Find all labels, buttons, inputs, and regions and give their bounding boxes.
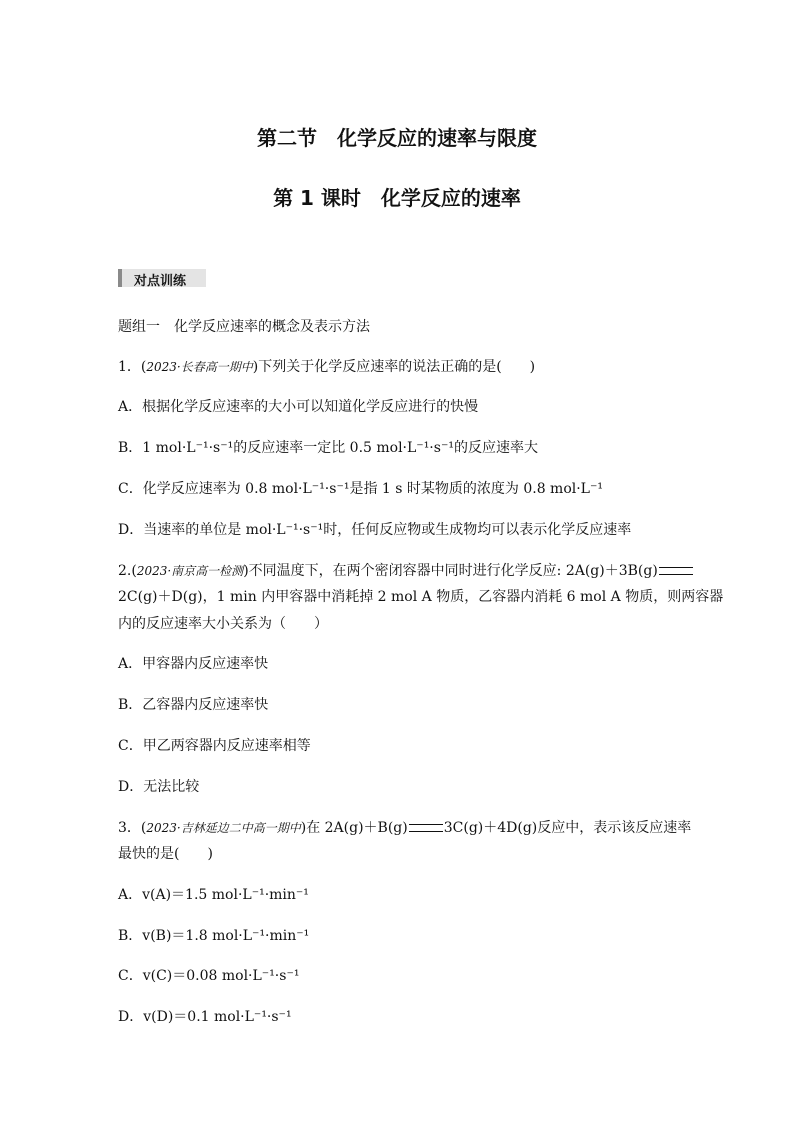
q3-option-a: A．v(A)＝1.5 mol·L⁻¹·min⁻¹ <box>118 887 309 903</box>
q3-option-c: C．v(C)＝0.08 mol·L⁻¹·s⁻¹ <box>118 968 300 984</box>
q2-option-d: D．无法比较 <box>118 779 200 795</box>
question-source: 2023·长春高一期中 <box>146 360 253 374</box>
question-2-line-1: 2.(2023·南京高一检测)不同温度下，在两个密闭容器中同时进行化学反应: 2A(g)＋3B(g) <box>118 562 683 580</box>
q3-option-b: B．v(B)＝1.8 mol·L⁻¹·min⁻¹ <box>118 928 310 944</box>
question-2-line-3: 内的反应速率大小关系为（ ） <box>118 616 328 632</box>
lesson-title: 第 1 课时 化学反应的速率 <box>273 186 521 210</box>
q1-option-d: D．当速率的单位是 mol·L⁻¹·s⁻¹时，任何反应物或生成物均可以表示化学反应速率 <box>118 522 632 538</box>
question-2-line-2: 2C(g)＋D(g)，1 min 内甲容器中消耗掉 2 mol A 物质，乙容器内消耗 6 mol A 物质，则两容器 <box>118 589 724 605</box>
question-3-line-2: 最快的是( ) <box>118 846 213 862</box>
section-title: 第二节 化学反应的速率与限度 <box>257 126 537 150</box>
group-title: 题组一 化学反应速率的概念及表示方法 <box>118 319 370 335</box>
question-source: 2023·南京高一检测 <box>136 564 244 578</box>
equilibrium-arrow-icon <box>409 824 443 832</box>
q1-option-c: C．化学反应速率为 0.8 mol·L⁻¹·s⁻¹是指 1 s 时某物质的浓度为 0.8 mol·L⁻¹ <box>118 481 603 497</box>
q2-option-b: B．乙容器内反应速率快 <box>118 697 269 713</box>
q1-option-a: A．根据化学反应速率的大小可以知道化学反应进行的快慢 <box>118 399 479 415</box>
question-1-stem: 1．(2023·长春高一期中)下列关于化学反应速率的说法正确的是( ) <box>118 359 536 375</box>
q3-option-d: D．v(D)＝0.1 mol·L⁻¹·s⁻¹ <box>118 1009 292 1025</box>
question-3-line-1: 3．(2023·吉林延边二中高一期中)在 2A(g)＋B(g) 3C(g)＋4D(g)反应中，表示该反应速率 <box>118 820 692 836</box>
question-source: 2023·吉林延边二中高一期中 <box>146 821 301 835</box>
q2-option-a: A．甲容器内反应速率快 <box>118 656 269 672</box>
practice-tag-label: 对点训练 <box>134 274 187 289</box>
q1-option-b: B．1 mol·L⁻¹·s⁻¹的反应速率一定比 0.5 mol·L⁻¹·s⁻¹的反应速率大 <box>118 440 538 456</box>
equilibrium-arrow-icon <box>659 567 693 575</box>
practice-tag <box>118 269 206 287</box>
q2-option-c: C．甲乙两容器内反应速率相等 <box>118 738 311 754</box>
